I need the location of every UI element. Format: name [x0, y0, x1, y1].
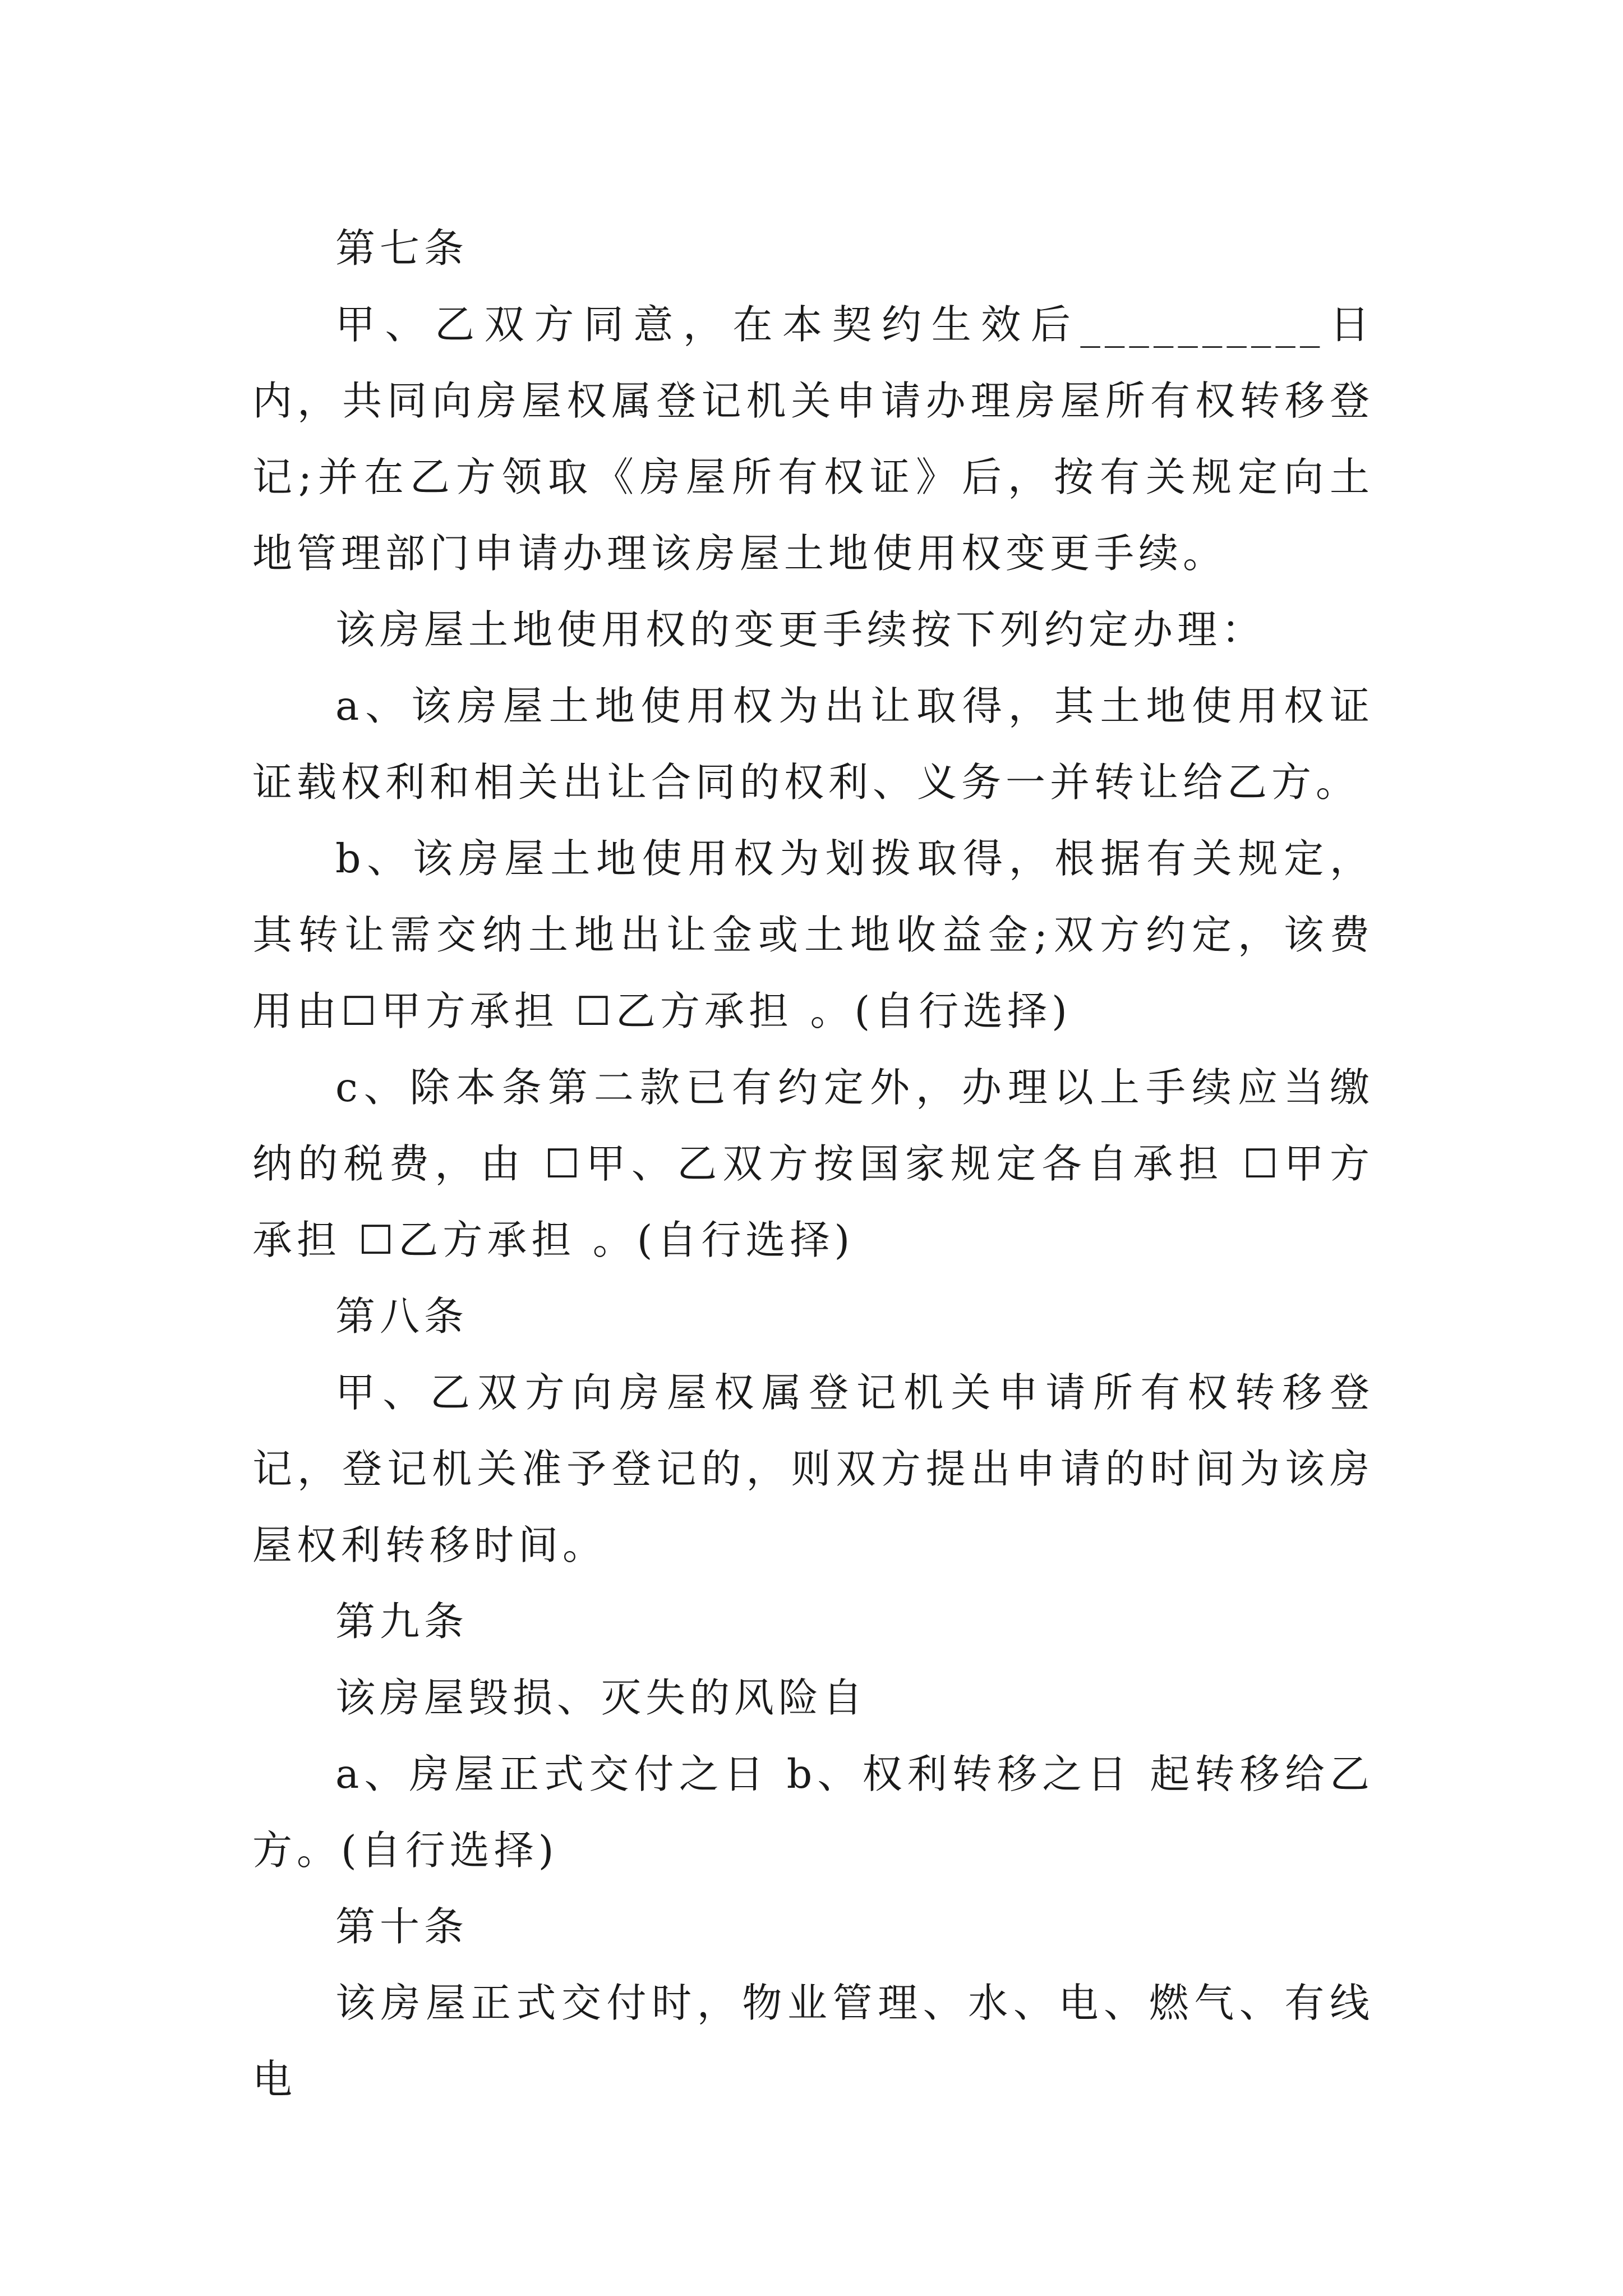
- article-7-heading: 第七条: [335, 225, 469, 272]
- article-7-paragraph-3: a、该房屋土地使用权为出让取得，其土地使用权证证载权利和相关出让合同的权利、义务一并转让给乙方。: [252, 683, 1374, 806]
- article-7-paragraph-4: b、该房屋土地使用权为划拨取得，根据有关规定，其转让需交纳土地出让金或土地收益金;双方约定，该费用由☐甲方承担 ☐乙方承担 。(自行选择): [252, 835, 1374, 1034]
- article-10-heading: 第十条: [335, 1903, 469, 1950]
- article-10-paragraph-1: 该房屋正式交付时，物业管理、水、电、燃气、有线电: [252, 1980, 1374, 2102]
- article-9-paragraph-1: 该房屋毁损、灭失的风险自: [335, 1674, 868, 1721]
- article-7-paragraph-5: c、除本条第二款已有约定外，办理以上手续应当缴纳的税费，由 ☐甲、乙双方按国家规定各自承担 ☐甲方承担 ☐乙方承担 。(自行选择): [252, 1064, 1374, 1263]
- article-8-paragraph-1: 甲、乙双方向房屋权属登记机关申请所有权转移登记，登记机关准予登记的，则双方提出申请的时间为该房屋权利转移时间。: [252, 1369, 1374, 1568]
- article-9-heading: 第九条: [335, 1598, 469, 1645]
- article-8-heading: 第八条: [335, 1293, 469, 1340]
- article-7-paragraph-1: 甲、乙双方同意，在本契约生效后__________日内，共同向房屋权属登记机关申请办理房屋所有权转移登记;并在乙方领取《房屋所有权证》后，按有关规定向土地管理部门申请办理该房屋土地使用权变更手续。: [252, 301, 1374, 577]
- article-7-paragraph-2: 该房屋土地使用权的变更手续按下列约定办理：: [335, 606, 1266, 653]
- document-body: [252, 210, 1374, 2118]
- article-9-paragraph-2: a、房屋正式交付之日 b、权利转移之日 起转移给乙方。(自行选择): [252, 1751, 1374, 1874]
